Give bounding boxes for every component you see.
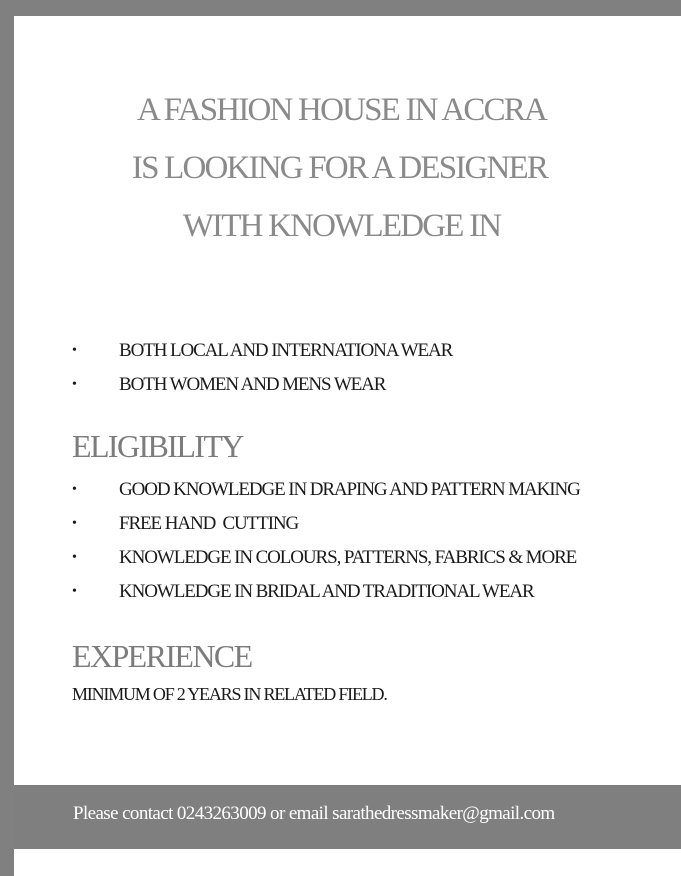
experience-text: MINIMUM OF 2 YEARS IN RELATED FIELD.	[72, 684, 387, 704]
bullet-icon: •	[72, 482, 76, 497]
eligibility-item-text: KNOWLEDGE IN COLOURS, PATTERNS, FABRICS & MORE	[119, 547, 577, 568]
frame-top-border	[0, 0, 681, 16]
bullet-icon: •	[72, 516, 76, 531]
bullet-icon: •	[72, 550, 76, 565]
frame-bottom-strip	[14, 850, 681, 876]
bullet-icon: •	[72, 343, 76, 358]
eligibility-item-text: GOOD KNOWLEDGE IN DRAPING AND PATTERN MAKING	[119, 479, 580, 500]
headline-line-1: A FASHION HOUSE IN ACCRA	[136, 92, 547, 128]
bullet-icon: •	[72, 584, 76, 599]
headline-line-2: IS LOOKING FOR A DESIGNER	[131, 150, 548, 186]
experience-heading: EXPERIENCE	[72, 638, 252, 674]
contact-bar	[14, 785, 681, 849]
knowledge-item-text: BOTH LOCAL AND INTERNATIONA WEAR	[119, 340, 453, 361]
eligibility-heading: ELIGIBILITY	[72, 428, 243, 464]
eligibility-item-text: FREE HAND CUTTING	[119, 513, 299, 534]
contact-text: Please contact 0243263009 or email sarathedressmaker@gmail.com	[73, 803, 555, 824]
headline-line-3: WITH KNOWLEDGE IN	[182, 208, 501, 244]
frame-left-border	[0, 0, 14, 876]
bullet-icon: •	[72, 377, 76, 392]
knowledge-item-text: BOTH WOMEN AND MENS WEAR	[119, 374, 386, 395]
eligibility-item-text: KNOWLEDGE IN BRIDAL AND TRADITIONAL WEAR	[119, 581, 534, 602]
